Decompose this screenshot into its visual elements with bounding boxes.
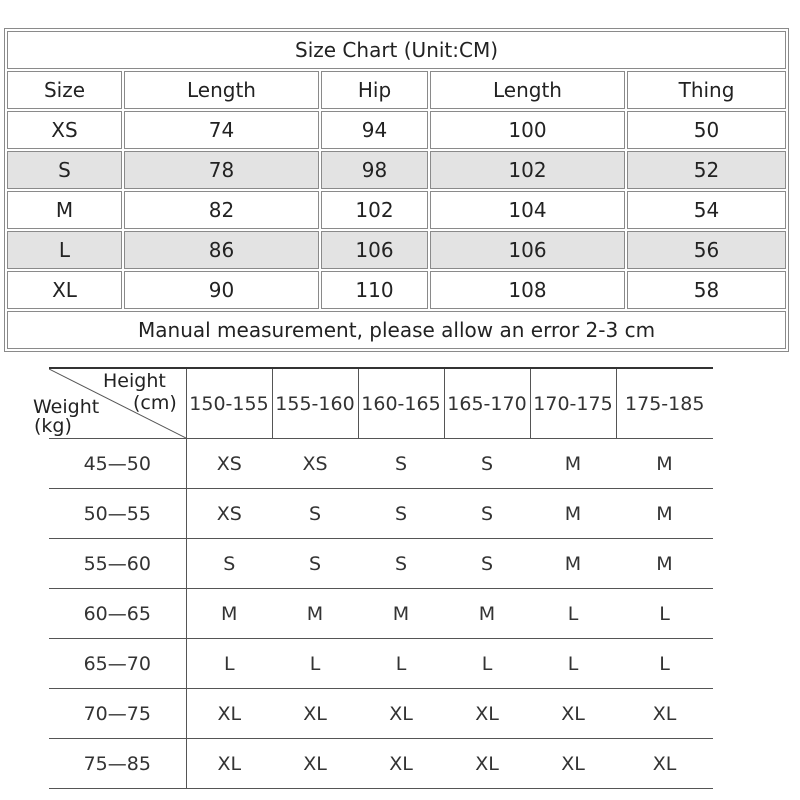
size-cell: M bbox=[616, 489, 713, 539]
table-cell: 78 bbox=[124, 151, 319, 189]
size-cell: L bbox=[530, 639, 616, 689]
size-cell: S bbox=[444, 439, 530, 489]
height-range-header: 155-160 bbox=[272, 368, 358, 439]
size-cell: XS bbox=[186, 439, 272, 489]
height-unit: (cm) bbox=[133, 392, 177, 414]
column-header: Hip bbox=[321, 71, 428, 109]
table-row bbox=[7, 191, 786, 229]
table-row bbox=[49, 689, 713, 739]
height-range-header: 160-165 bbox=[358, 368, 444, 439]
weight-range-label: 75—85 bbox=[49, 739, 186, 789]
height-header-row bbox=[49, 368, 713, 439]
size-cell: M bbox=[444, 589, 530, 639]
size-cell: XL bbox=[616, 689, 713, 739]
table-cell: 98 bbox=[321, 151, 428, 189]
size-cell: L bbox=[358, 639, 444, 689]
table-row bbox=[49, 439, 713, 489]
column-header: Size bbox=[7, 71, 122, 109]
size-cell: XL bbox=[186, 689, 272, 739]
table-row bbox=[49, 589, 713, 639]
table-cell: 54 bbox=[627, 191, 786, 229]
table-cell: 100 bbox=[430, 111, 625, 149]
size-cell: M bbox=[616, 439, 713, 489]
table-row bbox=[49, 489, 713, 539]
corner-cell bbox=[33, 368, 186, 439]
table-cell: 94 bbox=[321, 111, 428, 149]
table-cell: 102 bbox=[321, 191, 428, 229]
height-range-header: 150-155 bbox=[186, 368, 272, 439]
size-cell: L bbox=[272, 639, 358, 689]
size-cell: S bbox=[186, 539, 272, 589]
table-cell: XS bbox=[7, 111, 122, 149]
weight-range-label: 55—60 bbox=[49, 539, 186, 589]
size-cell: XL bbox=[358, 689, 444, 739]
table-row bbox=[7, 111, 786, 149]
table-cell: 56 bbox=[627, 231, 786, 269]
weight-range-label: 45—50 bbox=[49, 439, 186, 489]
size-cell: XL bbox=[444, 739, 530, 789]
weight-range-label: 70—75 bbox=[49, 689, 186, 739]
size-cell: S bbox=[272, 489, 358, 539]
column-header: Length bbox=[430, 71, 625, 109]
size-cell: S bbox=[358, 539, 444, 589]
column-header: Length bbox=[124, 71, 319, 109]
size-cell: XS bbox=[272, 439, 358, 489]
table-row bbox=[7, 151, 786, 189]
weight-unit: (kg) bbox=[34, 415, 72, 437]
column-header: Thing bbox=[627, 71, 786, 109]
size-cell: L bbox=[616, 589, 713, 639]
size-cell: M bbox=[530, 539, 616, 589]
table-cell: 108 bbox=[430, 271, 625, 309]
table-cell: 106 bbox=[430, 231, 625, 269]
size-chart-title: Size Chart (Unit:CM) bbox=[7, 31, 786, 69]
table-cell: L bbox=[7, 231, 122, 269]
height-range-header: 170-175 bbox=[530, 368, 616, 439]
table-row bbox=[49, 739, 713, 789]
table-row bbox=[7, 271, 786, 309]
table-cell: 110 bbox=[321, 271, 428, 309]
table-cell: M bbox=[7, 191, 122, 229]
size-cell: M bbox=[358, 589, 444, 639]
table-cell: 90 bbox=[124, 271, 319, 309]
weight-range-label: 65—70 bbox=[49, 639, 186, 689]
size-cell: L bbox=[186, 639, 272, 689]
table-cell: 74 bbox=[124, 111, 319, 149]
table-row bbox=[49, 639, 713, 689]
size-cell: M bbox=[186, 589, 272, 639]
table-cell: 106 bbox=[321, 231, 428, 269]
size-cell: L bbox=[616, 639, 713, 689]
table-cell: 82 bbox=[124, 191, 319, 229]
size-cell: M bbox=[530, 489, 616, 539]
weight-range-label: 60—65 bbox=[49, 589, 186, 639]
size-cell: XL bbox=[272, 739, 358, 789]
size-cell: M bbox=[616, 539, 713, 589]
size-cell: L bbox=[444, 639, 530, 689]
table-cell: 86 bbox=[124, 231, 319, 269]
size-cell: M bbox=[272, 589, 358, 639]
table-cell: 52 bbox=[627, 151, 786, 189]
measurement-note: Manual measurement, please allow an error 2-3 cm bbox=[7, 311, 786, 349]
size-cell: XS bbox=[186, 489, 272, 539]
height-label: Height bbox=[103, 370, 166, 392]
size-cell: S bbox=[358, 489, 444, 539]
weight-range-label: 50—55 bbox=[49, 489, 186, 539]
height-range-header: 165-170 bbox=[444, 368, 530, 439]
size-cell: S bbox=[272, 539, 358, 589]
size-cell: XL bbox=[530, 689, 616, 739]
size-cell: M bbox=[530, 439, 616, 489]
table-row bbox=[49, 539, 713, 589]
height-weight-table bbox=[33, 367, 713, 789]
table-cell: S bbox=[7, 151, 122, 189]
size-cell: XL bbox=[358, 739, 444, 789]
size-chart-table bbox=[4, 28, 789, 352]
table-cell: 102 bbox=[430, 151, 625, 189]
table-cell: 50 bbox=[627, 111, 786, 149]
table-cell: 58 bbox=[627, 271, 786, 309]
size-cell: XL bbox=[272, 689, 358, 739]
size-cell: S bbox=[444, 539, 530, 589]
weight-label: Weight bbox=[33, 396, 100, 418]
size-cell: XL bbox=[530, 739, 616, 789]
size-cell: S bbox=[444, 489, 530, 539]
size-chart-header-row bbox=[7, 71, 786, 109]
height-range-header: 175-185 bbox=[616, 368, 713, 439]
table-cell: XL bbox=[7, 271, 122, 309]
table-row bbox=[7, 231, 786, 269]
table-cell: 104 bbox=[430, 191, 625, 229]
size-cell: XL bbox=[616, 739, 713, 789]
size-cell: XL bbox=[186, 739, 272, 789]
size-cell: L bbox=[530, 589, 616, 639]
size-cell: S bbox=[358, 439, 444, 489]
size-cell: XL bbox=[444, 689, 530, 739]
